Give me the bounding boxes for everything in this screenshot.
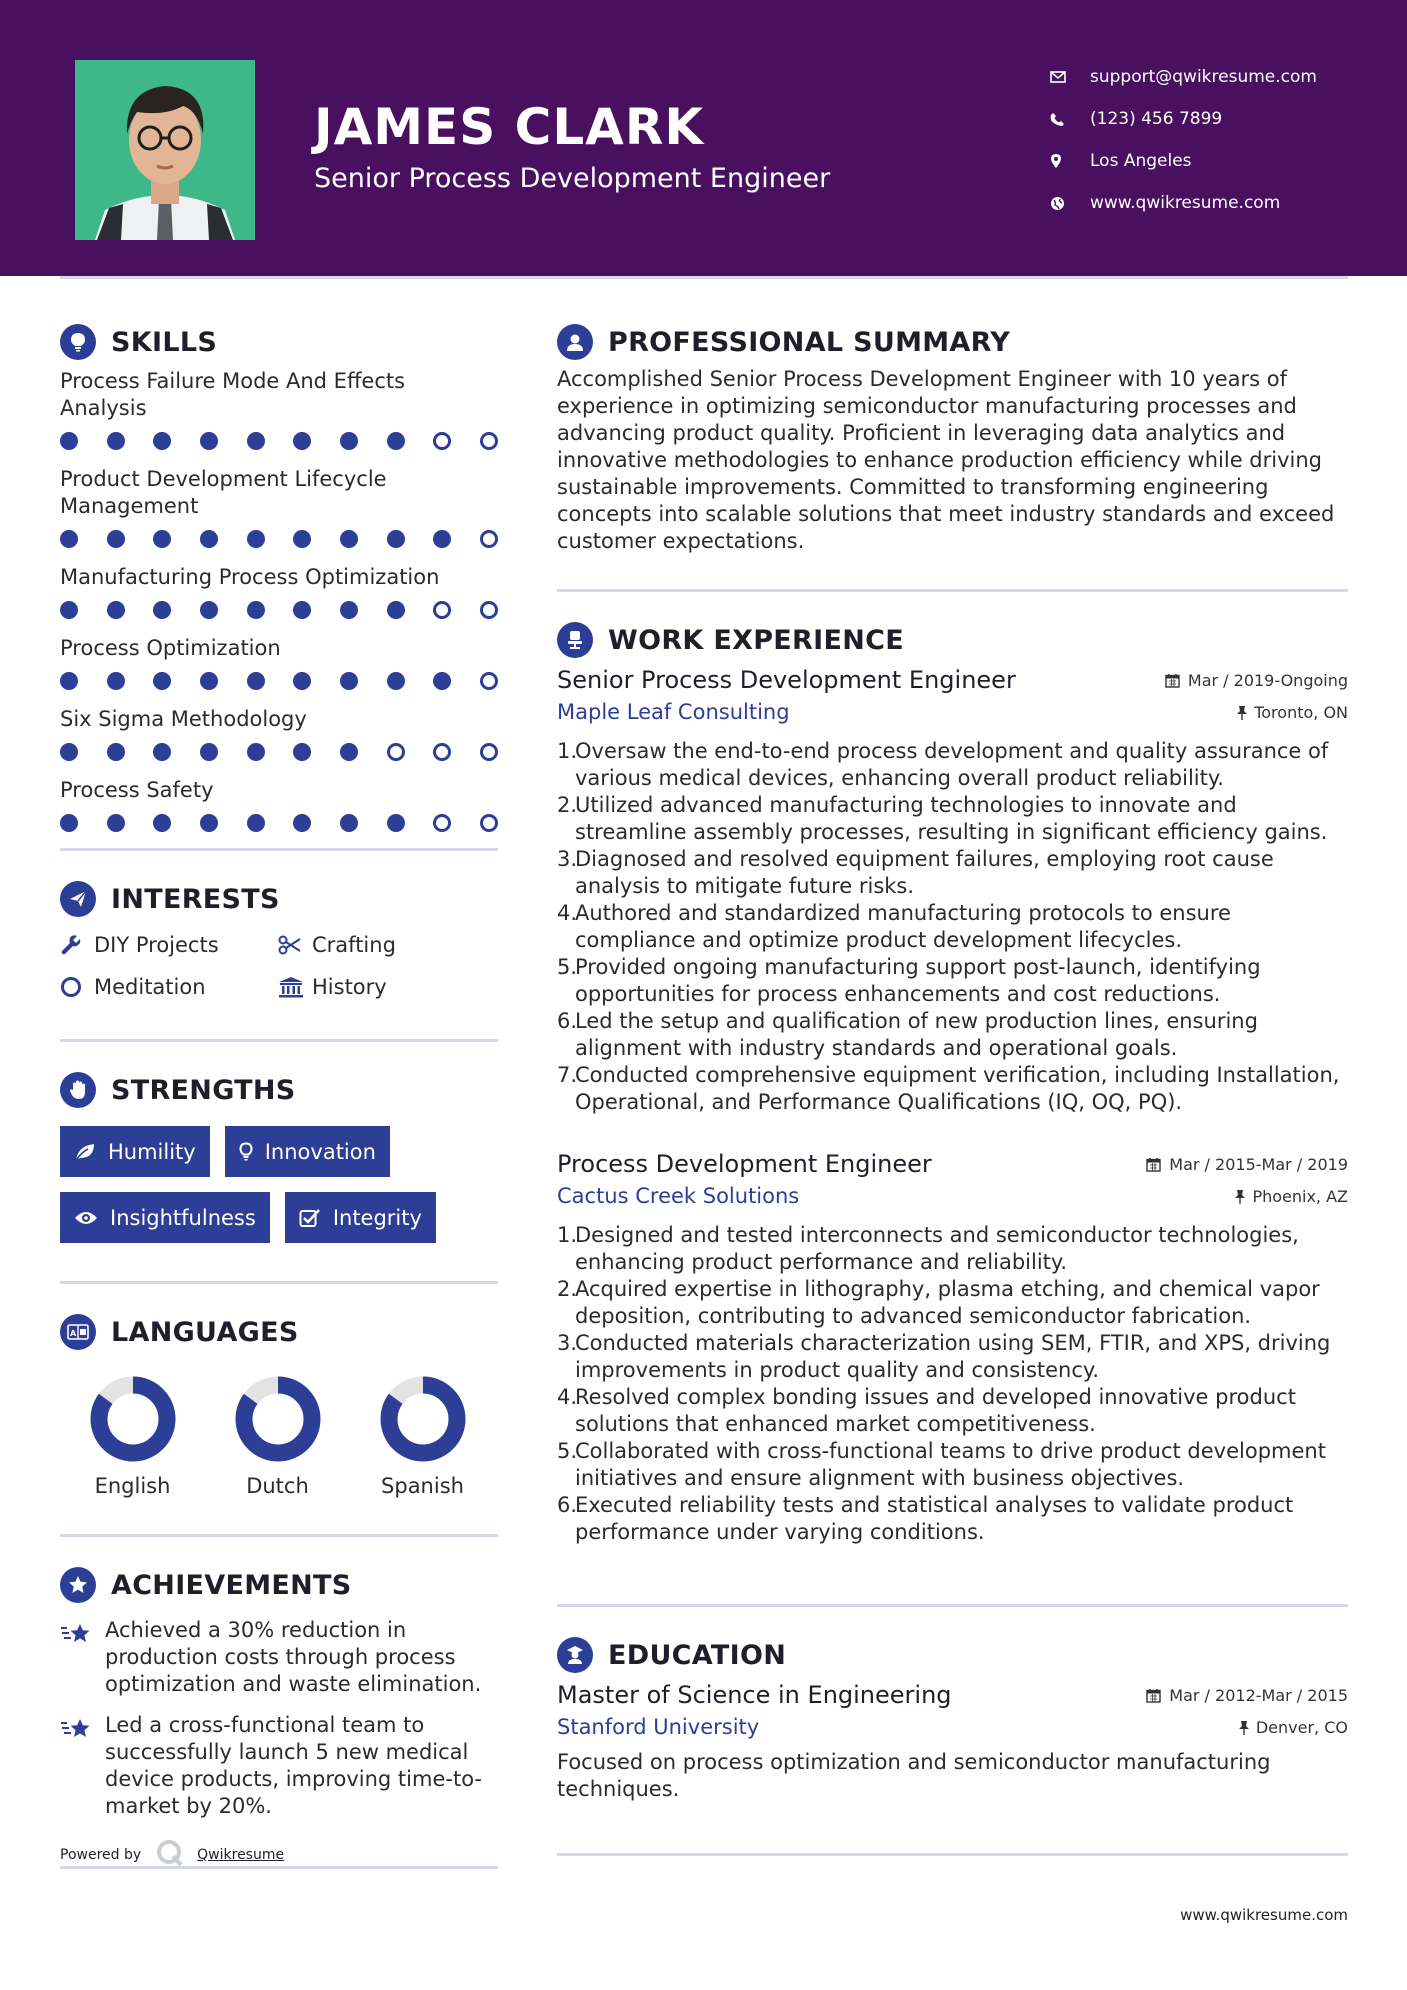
skill-item xyxy=(60,368,498,450)
language-donut xyxy=(235,1376,321,1462)
interest-item xyxy=(278,933,498,957)
rating-dot-filled xyxy=(200,530,218,548)
bullet-text: Conducted comprehensive equipment verification, including Installation, Operational, and Performance Qualifications (IQ, OQ, PQ). xyxy=(575,1063,1340,1114)
languages-list xyxy=(60,1376,498,1498)
education-header xyxy=(557,1681,1348,1709)
company-name: Maple Leaf Consulting xyxy=(557,700,790,724)
education-subheader xyxy=(557,1715,1348,1739)
paper-plane-icon xyxy=(60,881,96,917)
rating-dot-filled xyxy=(107,814,125,832)
skills-list xyxy=(60,368,498,832)
rating-dot-filled xyxy=(60,814,78,832)
rating-dot-filled xyxy=(387,814,405,832)
bullet-number: 2. xyxy=(557,1277,578,1301)
rating-dot-filled xyxy=(107,672,125,690)
language-item xyxy=(350,1376,495,1498)
office-chair-icon xyxy=(557,622,593,658)
job-bullet xyxy=(557,1008,1348,1062)
skill-item xyxy=(60,564,498,619)
bullet-number: 5. xyxy=(557,1439,578,1463)
rating-dot-filled xyxy=(293,814,311,832)
bullet-text: Utilized advanced manufacturing technologies to innovate and streamline assembly processes, resulting in significant efficiency gains. xyxy=(575,793,1328,844)
skill-rating xyxy=(60,601,498,619)
summary-heading-text: PROFESSIONAL SUMMARY xyxy=(608,326,1011,358)
rating-dot-filled xyxy=(107,601,125,619)
stars-icon xyxy=(60,1617,105,1698)
rating-dot-filled xyxy=(60,432,78,450)
language-icon xyxy=(60,1314,96,1350)
pushpin-icon xyxy=(1236,705,1248,720)
powered-by-brand[interactable]: Qwikresume xyxy=(197,1847,285,1863)
bullet-number: 6. xyxy=(557,1493,578,1517)
calendar-icon xyxy=(1165,673,1180,688)
experience-heading-text: WORK EXPERIENCE xyxy=(608,624,904,656)
interests-heading-text: INTERESTS xyxy=(111,883,280,915)
strengths-heading-text: STRENGTHS xyxy=(111,1074,296,1106)
education-description: Focused on process optimization and semiconductor manufacturing techniques. xyxy=(557,1750,1271,1801)
section-divider xyxy=(60,1039,498,1042)
rating-dot-filled xyxy=(293,672,311,690)
interest-label: Crafting xyxy=(312,933,396,957)
interest-item xyxy=(278,975,498,999)
rating-dot-filled xyxy=(60,601,78,619)
rating-dot-filled xyxy=(340,530,358,548)
rating-dot-filled xyxy=(200,743,218,761)
rating-dot-filled xyxy=(153,743,171,761)
education-heading xyxy=(557,1635,1348,1675)
checkbox-icon xyxy=(299,1208,321,1228)
contact-location xyxy=(1050,140,1317,182)
degree-title: Master of Science in Engineering xyxy=(557,1681,952,1709)
interests-heading xyxy=(60,879,498,919)
bullet-text: Oversaw the end-to-end process development and quality assurance of various medical devices, enhancing overall product reliability. xyxy=(575,739,1329,790)
company-name: Cactus Creek Solutions xyxy=(557,1184,800,1208)
section-divider xyxy=(60,1534,498,1537)
job-bullet xyxy=(557,792,1348,846)
job-location xyxy=(1234,1187,1348,1206)
skill-rating xyxy=(60,814,498,832)
rating-dot-filled xyxy=(60,743,78,761)
job-title: Senior Process Development Engineer xyxy=(557,666,1016,694)
achievement-text: Achieved a 30% reduction in production costs through process optimization and waste elimination. xyxy=(105,1618,482,1696)
lightbulb-icon xyxy=(60,324,96,360)
rating-dot-empty xyxy=(433,601,451,619)
rating-dot-filled xyxy=(293,743,311,761)
skills-heading xyxy=(60,322,498,362)
skill-rating xyxy=(60,672,498,690)
rating-dot-filled xyxy=(387,530,405,548)
map-pin-icon xyxy=(1050,153,1090,169)
job-bullets xyxy=(557,1222,1348,1546)
education-date-text: Mar / 2012-Mar / 2015 xyxy=(1169,1685,1348,1705)
pushpin-icon xyxy=(1234,1189,1246,1204)
bullet-text: Resolved complex bonding issues and developed innovative product solutions that enhanced market competitiveness. xyxy=(575,1385,1296,1436)
strength-label: Innovation xyxy=(264,1139,376,1164)
experience-heading xyxy=(557,620,1348,660)
rating-dot-filled xyxy=(340,672,358,690)
rating-dot-filled xyxy=(433,530,451,548)
candidate-title: Senior Process Development Engineer xyxy=(314,163,831,194)
rating-dot-filled xyxy=(340,814,358,832)
rating-dot-filled xyxy=(433,672,451,690)
job-bullet xyxy=(557,738,1348,792)
bullet-text: Designed and tested interconnects and semiconductor technologies, enhancing product performance and reliability. xyxy=(575,1223,1299,1274)
skill-rating xyxy=(60,743,498,761)
phone-icon xyxy=(1050,112,1090,127)
language-donut xyxy=(90,1376,176,1462)
left-column xyxy=(60,322,498,1869)
strengths-list xyxy=(60,1126,498,1243)
skill-name: Process Optimization xyxy=(60,636,281,660)
interest-label: DIY Projects xyxy=(94,933,219,957)
rating-dot-empty xyxy=(433,814,451,832)
bullet-text: Conducted materials characterization using SEM, FTIR, and XPS, driving improvements in product quality and consistency. xyxy=(575,1331,1331,1382)
rating-dot-empty xyxy=(480,432,498,450)
job-date xyxy=(1165,671,1348,690)
language-donut xyxy=(380,1376,466,1462)
globe-icon xyxy=(1050,196,1090,211)
rating-dot-filled xyxy=(247,601,265,619)
language-label: English xyxy=(94,1474,171,1498)
job-location-text: Phoenix, AZ xyxy=(1252,1186,1348,1206)
bullet-number: 2. xyxy=(557,793,578,817)
rating-dot-filled xyxy=(153,814,171,832)
interest-item xyxy=(60,933,278,957)
hand-icon xyxy=(60,1072,96,1108)
graduate-icon xyxy=(557,1637,593,1673)
contact-website[interactable] xyxy=(1050,182,1317,224)
powered-by-label: Powered by xyxy=(60,1847,142,1863)
rating-dot-filled xyxy=(247,814,265,832)
skill-name: Process Safety xyxy=(60,778,214,802)
rating-dot-filled xyxy=(340,601,358,619)
interests-list xyxy=(60,933,498,999)
job-header xyxy=(557,1150,1348,1178)
strength-label: Integrity xyxy=(332,1205,422,1230)
skill-rating xyxy=(60,530,498,548)
interest-item xyxy=(60,975,278,999)
stars-icon xyxy=(60,1712,105,1820)
job-subheader xyxy=(557,1184,1348,1208)
circle-icon xyxy=(60,976,94,998)
lightbulb-outline-icon xyxy=(239,1142,253,1162)
contact-email[interactable] xyxy=(1050,56,1317,98)
summary-text: Accomplished Senior Process Development Engineer with 10 years of experience in optimizing semiconductor manufacturing processes and advancing product quality. Proficient in leveraging data analytics and innovative methodologies to enhance production efficiency while driving sustainable improvements. Committed to transforming engineering concepts into scalable solutions that meet industry standards and exceed customer expectations. xyxy=(557,367,1335,553)
rating-dot-filled xyxy=(153,672,171,690)
job-subheader xyxy=(557,700,1348,724)
rating-dot-filled xyxy=(247,530,265,548)
contact-website-text: www.qwikresume.com xyxy=(1090,193,1281,213)
job-bullet xyxy=(557,1330,1348,1384)
eye-icon xyxy=(74,1210,98,1226)
rating-dot-empty xyxy=(480,530,498,548)
job-bullet xyxy=(557,1384,1348,1438)
education-date xyxy=(1146,1686,1348,1705)
bullet-number: 4. xyxy=(557,1385,578,1409)
rating-dot-filled xyxy=(153,530,171,548)
user-icon xyxy=(557,324,593,360)
interest-label: History xyxy=(312,975,387,999)
skill-name: Product Development Lifecycle Management xyxy=(60,467,387,518)
bullet-number: 7. xyxy=(557,1063,578,1087)
rating-dot-filled xyxy=(153,601,171,619)
calendar-icon xyxy=(1146,1157,1161,1172)
rating-dot-filled xyxy=(247,743,265,761)
job-location-text: Toronto, ON xyxy=(1254,702,1348,722)
rating-dot-filled xyxy=(60,672,78,690)
leaf-icon xyxy=(74,1142,96,1162)
section-divider xyxy=(557,1853,1348,1856)
rating-dot-filled xyxy=(247,672,265,690)
rating-dot-empty xyxy=(480,743,498,761)
jobs-list xyxy=(557,666,1348,1546)
strengths-heading xyxy=(60,1070,498,1110)
strength-chip xyxy=(60,1126,210,1177)
achievements-heading-text: ACHIEVEMENTS xyxy=(111,1569,352,1601)
language-label: Spanish xyxy=(381,1474,464,1498)
rating-dot-filled xyxy=(107,743,125,761)
contact-list xyxy=(1050,56,1317,224)
rating-dot-filled xyxy=(247,432,265,450)
right-column xyxy=(557,322,1348,1856)
bullet-text: Provided ongoing manufacturing support post-launch, identifying opportunities for process enhancements and cost reductions. xyxy=(575,955,1261,1006)
section-divider xyxy=(60,848,498,851)
job-bullet xyxy=(557,1222,1348,1276)
skill-name: Six Sigma Methodology xyxy=(60,707,307,731)
contact-email-text: support@qwikresume.com xyxy=(1090,67,1317,87)
contact-location-text: Los Angeles xyxy=(1090,151,1192,171)
rating-dot-filled xyxy=(200,814,218,832)
bank-icon xyxy=(278,976,312,998)
bullet-text: Executed reliability tests and statistical analyses to validate product performance under varying conditions. xyxy=(575,1493,1294,1544)
strength-chip xyxy=(225,1126,390,1177)
contact-phone[interactable] xyxy=(1050,98,1317,140)
achievement-text: Led a cross-functional team to successfully launch 5 new medical device products, improving time-to-market by 20%. xyxy=(105,1713,483,1818)
rating-dot-filled xyxy=(340,743,358,761)
achievement-item xyxy=(60,1712,498,1820)
bullet-number: 6. xyxy=(557,1009,578,1033)
job-bullet xyxy=(557,1438,1348,1492)
school-name: Stanford University xyxy=(557,1715,760,1739)
education-location xyxy=(1238,1718,1348,1737)
job-bullet xyxy=(557,1276,1348,1330)
job-entry xyxy=(557,1150,1348,1546)
rating-dot-empty xyxy=(433,432,451,450)
pushpin-icon xyxy=(1238,1720,1250,1735)
rating-dot-filled xyxy=(153,432,171,450)
header-divider xyxy=(60,276,1348,279)
rating-dot-filled xyxy=(293,601,311,619)
bullet-text: Acquired expertise in lithography, plasma etching, and chemical vapor deposition, contributing to advanced semiconductor fabrication. xyxy=(575,1277,1320,1328)
skill-rating xyxy=(60,432,498,450)
rating-dot-filled xyxy=(340,432,358,450)
resume-header xyxy=(0,0,1407,276)
bullet-number: 1. xyxy=(557,739,578,763)
candidate-name: JAMES CLARK xyxy=(314,98,705,156)
contact-phone-text: (123) 456 7899 xyxy=(1090,109,1223,129)
footer-url[interactable]: www.qwikresume.com xyxy=(1180,1906,1348,1924)
job-bullet xyxy=(557,900,1348,954)
job-date-text: Mar / 2019-Ongoing xyxy=(1187,670,1348,690)
languages-heading-text: LANGUAGES xyxy=(111,1316,299,1348)
rating-dot-filled xyxy=(387,672,405,690)
job-location xyxy=(1236,703,1348,722)
job-title: Process Development Engineer xyxy=(557,1150,932,1178)
education-location-text: Denver, CO xyxy=(1255,1717,1348,1737)
skill-name: Manufacturing Process Optimization xyxy=(60,565,440,589)
strength-chip xyxy=(60,1192,270,1243)
bullet-text: Authored and standardized manufacturing protocols to ensure compliance and optimize product development lifecycles. xyxy=(575,901,1231,952)
skill-item xyxy=(60,706,498,761)
rating-dot-filled xyxy=(107,530,125,548)
bullet-number: 3. xyxy=(557,847,578,871)
envelope-icon xyxy=(1050,71,1090,83)
bullet-text: Diagnosed and resolved equipment failures, employing root cause analysis to mitigate future risks. xyxy=(575,847,1274,898)
profile-photo xyxy=(75,60,255,240)
job-bullet xyxy=(557,954,1348,1008)
section-divider xyxy=(60,1281,498,1284)
bullet-number: 5. xyxy=(557,955,578,979)
job-header xyxy=(557,666,1348,694)
education-heading-text: EDUCATION xyxy=(608,1639,787,1671)
qwikresume-logo-icon xyxy=(155,1838,185,1872)
job-bullet xyxy=(557,1062,1348,1116)
wrench-icon xyxy=(60,934,94,956)
skill-item xyxy=(60,635,498,690)
bullet-text: Collaborated with cross-functional teams to drive product development initiatives and ensure alignment with business objectives. xyxy=(575,1439,1326,1490)
strength-label: Insightfulness xyxy=(110,1205,256,1230)
rating-dot-empty xyxy=(480,672,498,690)
section-divider xyxy=(557,589,1348,592)
achievements-heading xyxy=(60,1565,498,1605)
skills-heading-text: SKILLS xyxy=(111,326,218,358)
scissors-icon xyxy=(278,935,312,955)
rating-dot-empty xyxy=(480,814,498,832)
rating-dot-filled xyxy=(60,530,78,548)
summary-heading xyxy=(557,322,1348,362)
rating-dot-filled xyxy=(200,432,218,450)
section-divider xyxy=(60,1866,498,1869)
rating-dot-filled xyxy=(293,530,311,548)
interest-label: Meditation xyxy=(94,975,206,999)
calendar-icon xyxy=(1146,1688,1161,1703)
rating-dot-filled xyxy=(107,432,125,450)
rating-dot-empty xyxy=(433,743,451,761)
rating-dot-filled xyxy=(387,601,405,619)
strength-chip xyxy=(285,1192,436,1243)
job-bullets xyxy=(557,738,1348,1116)
strength-label: Humility xyxy=(108,1139,196,1164)
job-date xyxy=(1146,1155,1348,1174)
bullet-number: 4. xyxy=(557,901,578,925)
star-badge-icon xyxy=(60,1567,96,1603)
job-entry xyxy=(557,666,1348,1116)
achievement-item xyxy=(60,1617,498,1698)
rating-dot-empty xyxy=(480,601,498,619)
job-bullet xyxy=(557,1492,1348,1546)
skill-item xyxy=(60,466,498,548)
job-bullet xyxy=(557,846,1348,900)
skill-name: Process Failure Mode And Effects Analysis xyxy=(60,369,406,420)
bullet-text: Led the setup and qualification of new production lines, ensuring alignment with industry standards and operational goals. xyxy=(575,1009,1258,1060)
skill-item xyxy=(60,777,498,832)
rating-dot-filled xyxy=(387,432,405,450)
section-divider xyxy=(557,1604,1348,1607)
job-date-text: Mar / 2015-Mar / 2019 xyxy=(1169,1154,1348,1174)
bullet-number: 1. xyxy=(557,1223,578,1247)
bullet-number: 3. xyxy=(557,1331,578,1355)
rating-dot-filled xyxy=(293,432,311,450)
languages-heading xyxy=(60,1312,498,1352)
language-item xyxy=(205,1376,350,1498)
svg-text:A: A xyxy=(70,1329,77,1338)
language-item xyxy=(60,1376,205,1498)
rating-dot-filled xyxy=(200,672,218,690)
rating-dot-filled xyxy=(200,601,218,619)
language-label: Dutch xyxy=(246,1474,309,1498)
rating-dot-empty xyxy=(387,743,405,761)
